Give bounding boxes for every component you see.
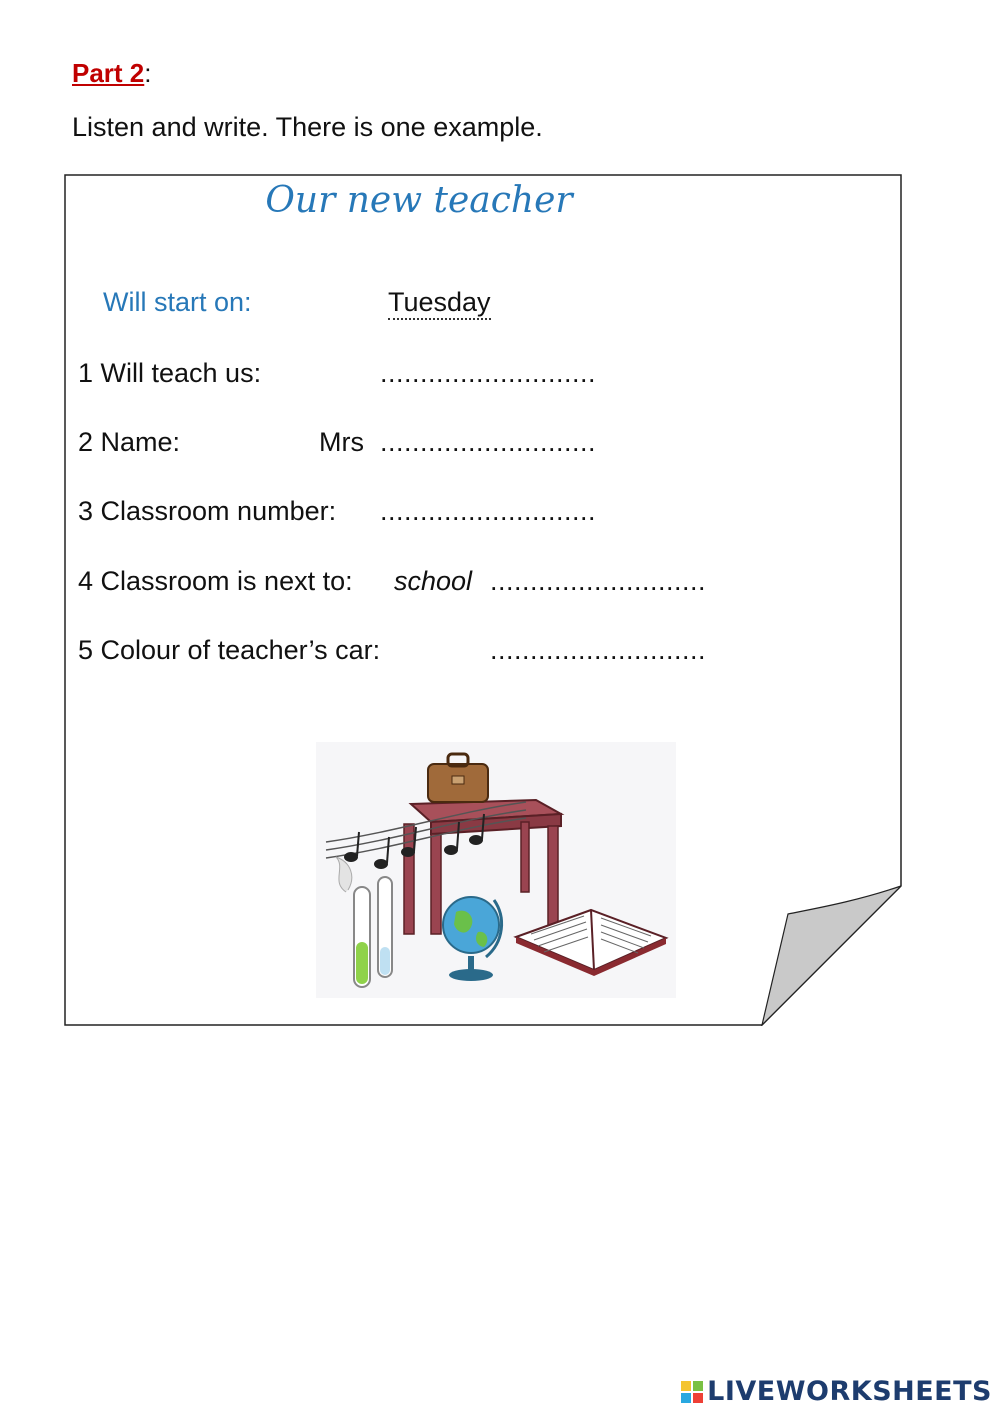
liveworksheets-brand-text: LIVEWORKSHEETS: [707, 1376, 992, 1407]
liveworksheets-logo[interactable]: [681, 1376, 992, 1407]
question-5-label: 5 Colour of teacher’s car:: [78, 635, 381, 665]
example-label: Will start on:: [103, 287, 252, 317]
question-2-prefix: Mrs: [319, 427, 364, 457]
question-4-prefix: school: [394, 566, 473, 596]
instruction-text: Listen and write. There is one example.: [72, 112, 543, 142]
part-label: Part 2: [72, 58, 145, 88]
answer-blank-2[interactable]: ...........................: [380, 427, 597, 457]
answer-blank-1[interactable]: ...........................: [380, 358, 597, 388]
classroom-objects-illustration: [316, 742, 676, 998]
question-3-label: 3 Classroom number:: [78, 496, 337, 526]
part-colon: :: [144, 58, 152, 88]
question-2-label: 2 Name:: [78, 427, 181, 457]
part-heading: [72, 58, 152, 89]
answer-blank-4[interactable]: ...........................: [490, 566, 707, 596]
liveworksheets-logo-icon: [681, 1381, 703, 1403]
example-answer: Tuesday: [388, 287, 491, 320]
answer-blank-5[interactable]: ...........................: [490, 635, 707, 665]
question-4-label: 4 Classroom is next to:: [78, 566, 353, 596]
answer-blank-3[interactable]: ...........................: [380, 496, 597, 526]
question-1-label: 1 Will teach us:: [78, 358, 262, 388]
card-title: Our new teacher: [265, 180, 573, 221]
